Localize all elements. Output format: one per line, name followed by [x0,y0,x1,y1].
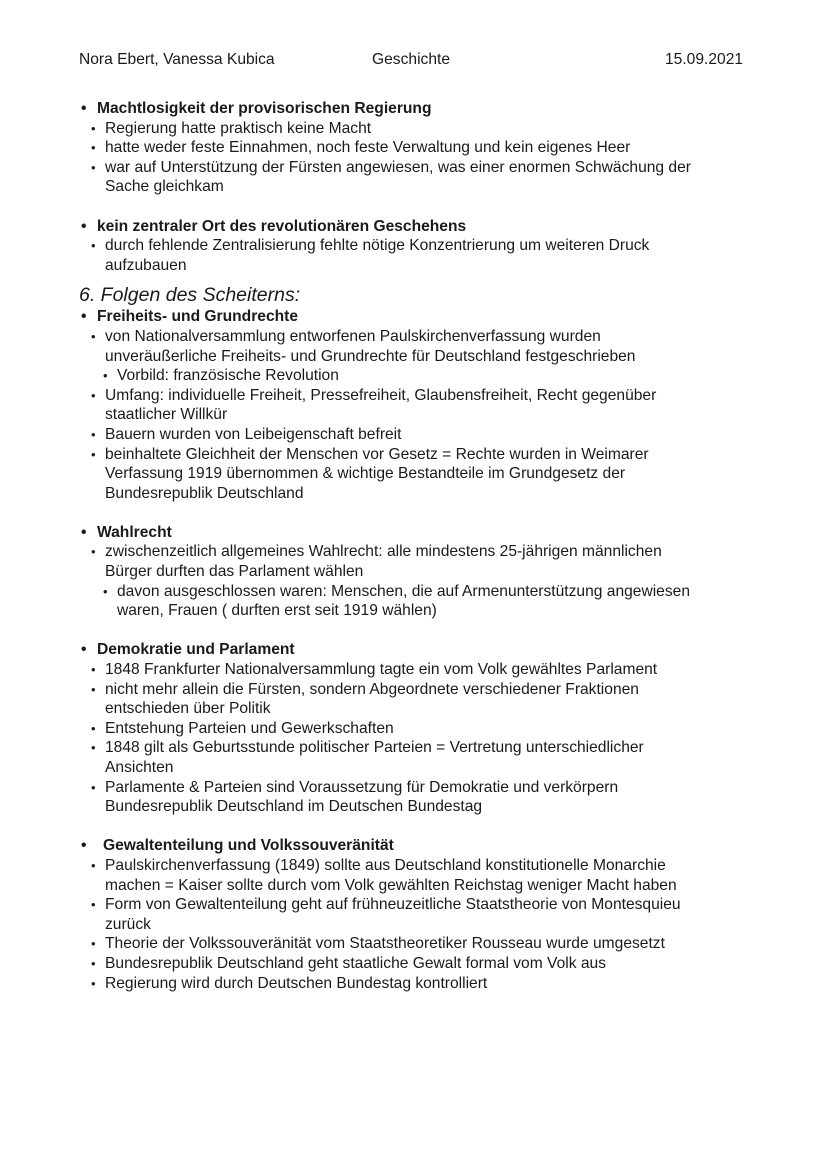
section-title-wahlrecht: • Wahlrecht [79,523,759,543]
list-item-continuation: Sache gleichkam [105,178,224,196]
list-item: • Regierung wird durch Deutschen Bundestag kontrolliert [79,974,759,994]
section-title-gewaltenteilung: • Gewaltenteilung und Volkssouveränität [79,836,759,856]
list-item: • nicht mehr allein die Fürsten, sondern Abgeordnete verschiedener Fraktionen [79,680,759,700]
header-subject: Geschichte [372,51,451,68]
list-item: • Theorie der Volkssouveränität vom Staatstheoretiker Rousseau wurde umgesetzt [79,934,759,954]
list-item-continuation: aufzubauen [105,256,187,274]
sub-list-item: • Vorbild: französische Revolution [79,366,759,386]
list-item: • Parlamente & Parteien sind Voraussetzung für Demokratie und verkörpern [79,778,759,798]
sub-list-item-continuation: waren, Frauen ( durften erst seit 1919 wählen) [117,602,437,620]
list-item-continuation: Bundesrepublik Deutschland [105,484,304,502]
list-item: • durch fehlende Zentralisierung fehlte nötige Konzentrierung um weiteren Druck [79,236,759,256]
list-item: • beinhaltete Gleichheit der Menschen vor Gesetz = Rechte wurden in Weimarer [79,445,759,465]
list-item: • Paulskirchenverfassung (1849) sollte aus Deutschland konstitutionelle Monarchie [79,856,759,876]
list-item: • Entstehung Parteien und Gewerkschaften [79,719,759,739]
list-item: • Bauern wurden von Leibeigenschaft befreit [79,425,759,445]
section-title-grundrechte: • Freiheits- und Grundrechte [79,307,759,327]
list-item: • Bundesrepublik Deutschland geht staatliche Gewalt formal vom Volk aus [79,954,759,974]
header-date: 15.09.2021 [665,51,744,68]
list-item-continuation: zurück [105,915,151,933]
list-item: • Regierung hatte praktisch keine Macht [79,119,759,139]
list-item: • 1848 gilt als Geburtsstunde politischer Parteien = Vertretung unterschiedlicher [79,738,759,758]
section-title-demokratie: • Demokratie und Parlament [79,640,759,660]
list-item-continuation: unveräußerliche Freiheits- und Grundrechte für Deutschland festgeschrieben [105,347,636,365]
list-item-continuation: staatlicher Willkür [105,406,228,424]
list-item: • 1848 Frankfurter Nationalversammlung tagte ein vom Volk gewähltes Parlament [79,660,759,680]
list-item: • Form von Gewaltenteilung geht auf frühneuzeitliche Staatstheorie von Montesquieu [79,895,759,915]
list-item: • war auf Unterstützung der Fürsten angewiesen, was einer enormen Schwächung der [79,158,759,178]
document-body [79,99,759,993]
list-item-continuation: Verfassung 1919 übernommen & wichtige Bestandteile im Grundgesetz der [105,465,626,483]
list-item-continuation: Bundesrepublik Deutschland im Deutschen Bundestag [105,798,483,816]
section-title-machtlosigkeit: • Machtlosigkeit der provisorischen Regierung [79,99,759,119]
list-item-continuation: entschieden über Politik [105,700,271,718]
heading-folgen: 6. Folgen des Scheiterns: [79,284,301,307]
header-authors: Nora Ebert, Vanessa Kubica [79,51,275,68]
list-item: • von Nationalversammlung entworfenen Paulskirchenverfassung wurden [79,327,759,347]
list-item: • zwischenzeitlich allgemeines Wahlrecht: alle mindestens 25-jährigen männlichen [79,542,759,562]
list-item: • Umfang: individuelle Freiheit, Pressefreiheit, Glaubensfreiheit, Recht gegenüber [79,386,759,406]
list-item: • hatte weder feste Einnahmen, noch feste Verwaltung und kein eigenes Heer [79,138,759,158]
list-item-continuation: Bürger durften das Parlament wählen [105,563,364,581]
list-item-continuation: machen = Kaiser sollte durch vom Volk gewählten Reichstag weniger Macht haben [105,876,677,894]
section-title-zentraler-ort: • kein zentraler Ort des revolutionären Geschehens [79,217,759,237]
list-item-continuation: Ansichten [105,759,174,776]
sub-list-item: • davon ausgeschlossen waren: Menschen, die auf Armenunterstützung angewiesen [79,582,759,602]
